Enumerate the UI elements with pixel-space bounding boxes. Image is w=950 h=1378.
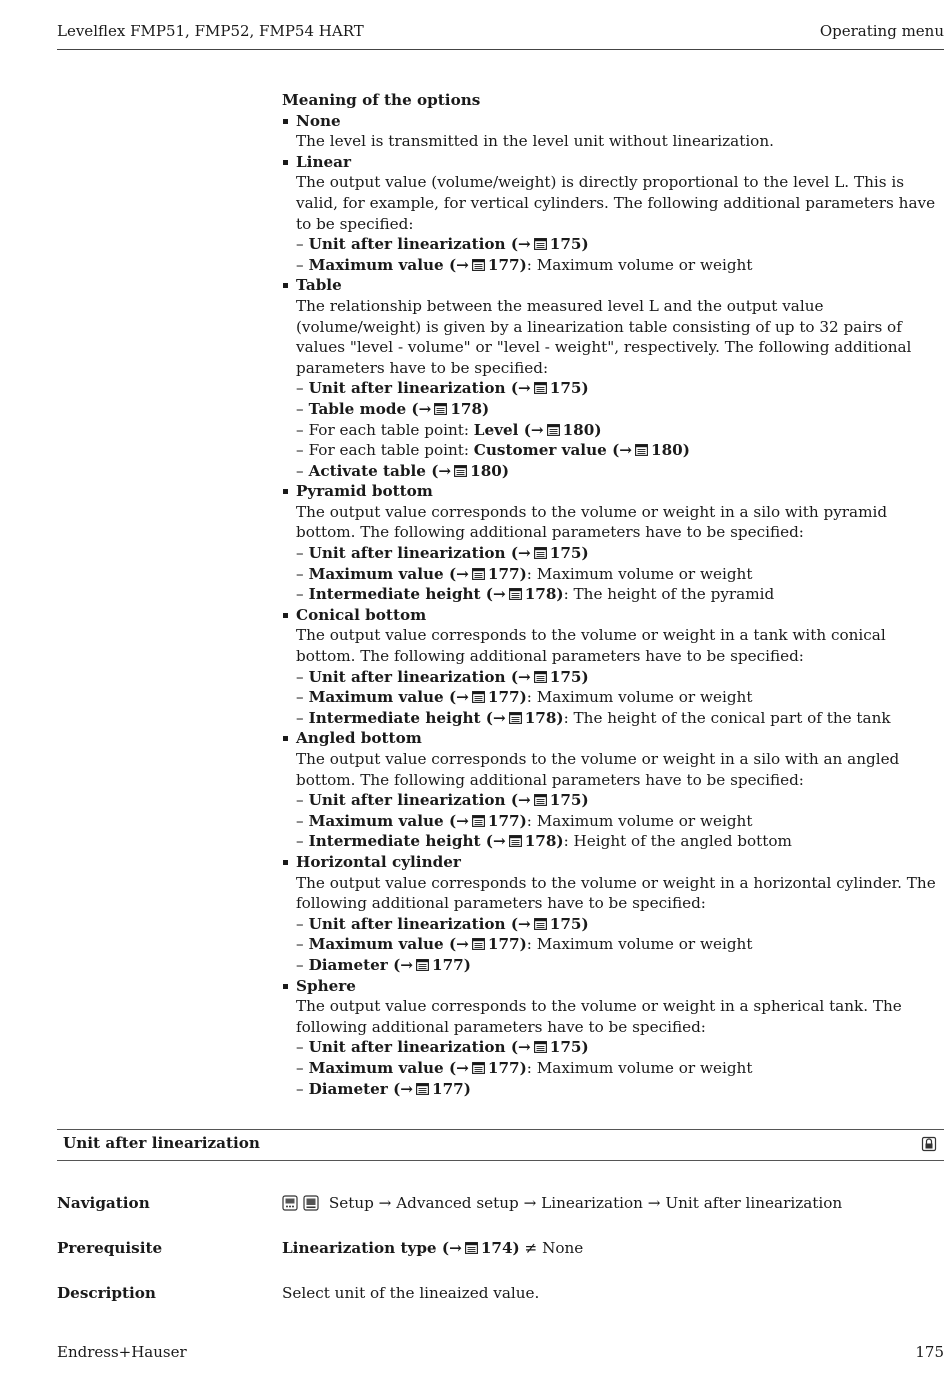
prerequisite-condition: ≠ None bbox=[519, 1239, 584, 1257]
parameter-reference: – Maximum value (→ 177): Maximum volume or weight bbox=[296, 255, 753, 274]
page-reference-icon bbox=[534, 238, 547, 250]
parameter-name: Diameter bbox=[308, 955, 388, 974]
parameter-page: 178 bbox=[524, 585, 557, 604]
option-item bbox=[282, 852, 944, 976]
parameter-page: 175 bbox=[549, 379, 582, 398]
option-description: The output value (volume/weight) is directly proportional to the level L. This is valid, for example, for vertical cylinders. The following additional parameters have to be specified: bbox=[296, 173, 936, 233]
page-reference-icon bbox=[472, 259, 485, 271]
option-description: The output value corresponds to the volume or weight in a horizontal cylinder. The following additional parameters have to be specified: bbox=[296, 873, 936, 913]
option-parameter-list bbox=[296, 234, 944, 275]
parameter-reference: – Activate table (→ 180) bbox=[296, 461, 510, 480]
parameter-note: : Maximum volume or weight bbox=[526, 255, 753, 274]
parameter-page: 178 bbox=[450, 399, 483, 418]
parameter-page: 177 bbox=[487, 255, 520, 274]
option-name: Conical bottom bbox=[296, 605, 427, 624]
parameter-reference: – Unit after linearization (→ 175) bbox=[296, 235, 589, 254]
option-item bbox=[282, 481, 944, 605]
page-reference-icon bbox=[547, 424, 560, 436]
parameter-name: Maximum value bbox=[308, 811, 444, 830]
parameter-name: Intermediate height bbox=[308, 708, 481, 727]
parameter-note: : Maximum volume or weight bbox=[526, 688, 753, 707]
parameter-page: 175 bbox=[549, 914, 582, 933]
parameter-prefix: For each table point: bbox=[308, 420, 474, 439]
option-parameter-list bbox=[296, 914, 944, 976]
page-number: 175 bbox=[915, 1343, 944, 1361]
option-name: Horizontal cylinder bbox=[296, 852, 461, 871]
option-name: Angled bottom bbox=[296, 729, 422, 748]
parameter-note: : The height of the conical part of the tank bbox=[563, 708, 891, 727]
parameter-name: Table mode bbox=[308, 399, 407, 418]
parameter-note: : Maximum volume or weight bbox=[526, 1058, 753, 1077]
page-reference-icon bbox=[454, 465, 467, 477]
parameter-reference: – Unit after linearization (→ 175) bbox=[296, 914, 589, 933]
page-reference-icon bbox=[416, 959, 429, 971]
page-reference-icon bbox=[509, 712, 522, 724]
lock-icon bbox=[921, 1136, 937, 1152]
page-reference-icon bbox=[472, 1062, 485, 1074]
parameter-page: 177 bbox=[487, 564, 520, 583]
option-name: None bbox=[296, 111, 341, 130]
parameter-page: 175 bbox=[549, 667, 582, 686]
option-description: The relationship between the measured level L and the output value (volume/weight) is given by a linearization table consisting of up to 32 pairs of values "level - volume" or "level - weight", respectively. The following additional parameters have to be specified: bbox=[296, 296, 912, 377]
option-description: The output value corresponds to the volume or weight in a tank with conical bottom. The following additional parameters have to be specified: bbox=[296, 626, 886, 666]
parameter-reference: – Unit after linearization (→ 175) bbox=[296, 667, 589, 686]
option-parameter-list bbox=[296, 667, 944, 729]
parameter-name: Unit after linearization bbox=[308, 667, 506, 686]
parameter-name: Unit after linearization bbox=[308, 914, 506, 933]
parameter-page: 180 bbox=[470, 461, 502, 480]
parameter-name: Customer value bbox=[473, 441, 607, 460]
options-list bbox=[282, 111, 944, 1100]
option-item bbox=[282, 111, 944, 152]
parameter-page: 177 bbox=[432, 1079, 464, 1098]
option-parameter-list bbox=[296, 1037, 944, 1099]
parameter-prefix: For each table point: bbox=[308, 441, 474, 460]
page-reference-icon bbox=[472, 938, 485, 950]
parameter-name: Maximum value bbox=[308, 1058, 444, 1077]
header-section: Operating menu bbox=[819, 22, 944, 40]
parameter-page: 180 bbox=[562, 420, 595, 439]
parameter-name: Maximum value bbox=[308, 564, 444, 583]
option-name: Table bbox=[296, 276, 342, 295]
parameter-name: Unit after linearization bbox=[308, 1038, 506, 1057]
parameter-page: 175 bbox=[549, 544, 582, 563]
parameter-reference: – For each table point: Level (→ 180) bbox=[296, 420, 602, 439]
navigation-path: Setup → Advanced setup → Linearization → Unit after linearization bbox=[328, 1194, 843, 1212]
parameter-page: 177 bbox=[487, 811, 520, 830]
page-reference-icon bbox=[472, 815, 485, 827]
option-item bbox=[282, 728, 944, 852]
parameter-name: Maximum value bbox=[308, 255, 444, 274]
navigation-label: Navigation bbox=[57, 1194, 150, 1212]
parameter-note: : Maximum volume or weight bbox=[526, 935, 753, 954]
options-meaning bbox=[282, 90, 944, 1099]
parameter-page: 178 bbox=[524, 708, 557, 727]
parameter-page: 175 bbox=[549, 1038, 582, 1057]
option-description: The output value corresponds to the volume or weight in a spherical tank. The following additional parameters have to be specified: bbox=[296, 997, 902, 1036]
parameter-reference: – Maximum value (→ 177): Maximum volume or weight bbox=[296, 935, 753, 954]
parameter-reference: – Maximum value (→ 177): Maximum volume or weight bbox=[296, 1058, 753, 1077]
page-reference-icon bbox=[472, 691, 485, 703]
parameter-name: Level bbox=[473, 420, 519, 439]
navigation-value bbox=[282, 1194, 842, 1215]
option-name: Pyramid bottom bbox=[296, 482, 433, 501]
option-description: The output value corresponds to the volume or weight in a silo with pyramid bottom. The following additional parameters have to be specified: bbox=[296, 502, 888, 542]
operating-tool-icon bbox=[303, 1195, 319, 1211]
parameter-title: Unit after linearization bbox=[63, 1134, 260, 1152]
page-reference-icon bbox=[416, 1083, 429, 1095]
description-text: Select unit of the lineaized value. bbox=[282, 1284, 540, 1302]
prerequisite-param: Linearization type (→ 174) bbox=[282, 1239, 520, 1257]
parameter-page: 175 bbox=[549, 791, 582, 810]
parameter-note: : The height of the pyramid bbox=[563, 585, 775, 604]
parameter-page: 177 bbox=[487, 1058, 520, 1077]
parameter-reference: – Table mode (→ 178) bbox=[296, 399, 490, 418]
parameter-top-rule bbox=[57, 1129, 944, 1130]
option-item bbox=[282, 152, 944, 276]
parameter-name: Maximum value bbox=[308, 688, 444, 707]
parameter-name: Unit after linearization bbox=[308, 379, 506, 398]
prerequisite-label: Prerequisite bbox=[57, 1239, 163, 1257]
parameter-reference: – Diameter (→ 177) bbox=[296, 955, 471, 974]
page-reference-icon bbox=[534, 1041, 547, 1053]
option-description: The output value corresponds to the volume or weight in a silo with an angled bottom. The following additional parameters have to be specified: bbox=[296, 750, 900, 789]
parameter-page: 178 bbox=[524, 832, 557, 851]
parameter-reference: – Intermediate height (→ 178): Height of the angled bottom bbox=[296, 832, 792, 851]
parameter-name: Diameter bbox=[308, 1079, 388, 1098]
option-name: Sphere bbox=[296, 976, 356, 995]
header-divider bbox=[57, 49, 944, 50]
parameter-reference: – Intermediate height (→ 178): The height of the conical part of the tank bbox=[296, 708, 891, 727]
page-reference-icon bbox=[509, 588, 522, 600]
header-product: Levelflex FMP51, FMP52, FMP54 HART bbox=[57, 22, 364, 40]
parameter-page: 177 bbox=[487, 688, 520, 707]
parameter-name: Intermediate height bbox=[308, 832, 481, 851]
parameter-reference: – Unit after linearization (→ 175) bbox=[296, 379, 589, 398]
option-parameter-list bbox=[296, 790, 944, 852]
page-reference-icon bbox=[534, 382, 547, 394]
parameter-page: 175 bbox=[549, 235, 582, 254]
parameter-reference: – Maximum value (→ 177): Maximum volume or weight bbox=[296, 564, 753, 583]
parameter-name: Unit after linearization bbox=[308, 791, 506, 810]
parameter-bottom-rule bbox=[57, 1160, 944, 1161]
parameter-name: Unit after linearization bbox=[308, 544, 506, 563]
page-reference-icon bbox=[635, 444, 648, 456]
parameter-reference: – Unit after linearization (→ 175) bbox=[296, 544, 589, 563]
option-description: The level is transmitted in the level unit without linearization. bbox=[296, 132, 774, 151]
parameter-page: 177 bbox=[432, 955, 464, 974]
footer-company: Endress+Hauser bbox=[57, 1343, 187, 1361]
option-parameter-list bbox=[296, 543, 944, 605]
parameter-note: : Maximum volume or weight bbox=[526, 811, 753, 830]
parameter-reference: – Diameter (→ 177) bbox=[296, 1079, 471, 1098]
parameter-reference: – Unit after linearization (→ 175) bbox=[296, 1038, 589, 1057]
page-reference-icon bbox=[465, 1242, 478, 1254]
page-reference-icon bbox=[534, 547, 547, 559]
parameter-name: Activate table bbox=[308, 461, 426, 480]
option-item bbox=[282, 605, 944, 729]
parameter-reference: – Maximum value (→ 177): Maximum volume or weight bbox=[296, 688, 753, 707]
parameter-name: Maximum value bbox=[308, 935, 444, 954]
parameter-page: 177 bbox=[487, 935, 520, 954]
options-heading: Meaning of the options bbox=[282, 91, 481, 109]
parameter-reference: – Maximum value (→ 177): Maximum volume or weight bbox=[296, 811, 753, 830]
page-reference-icon bbox=[534, 671, 547, 683]
description-label: Description bbox=[57, 1284, 156, 1302]
option-parameter-list bbox=[296, 378, 944, 481]
parameter-name: Unit after linearization bbox=[308, 235, 506, 254]
prerequisite-value bbox=[282, 1239, 583, 1257]
page-reference-icon bbox=[434, 403, 447, 415]
display-icon bbox=[282, 1195, 298, 1211]
parameter-note: : Maximum volume or weight bbox=[526, 564, 753, 583]
page-reference-icon bbox=[509, 835, 522, 847]
parameter-note: : Height of the angled bottom bbox=[563, 832, 792, 851]
parameter-reference: – For each table point: Customer value (→ 180) bbox=[296, 441, 690, 460]
parameter-reference: – Unit after linearization (→ 175) bbox=[296, 791, 589, 810]
page-reference-icon bbox=[534, 794, 547, 806]
option-name: Linear bbox=[296, 152, 351, 171]
page-reference-icon bbox=[472, 568, 485, 580]
parameter-page: 180 bbox=[651, 441, 683, 460]
page-reference-icon bbox=[534, 918, 547, 930]
option-item bbox=[282, 275, 944, 481]
parameter-reference: – Intermediate height (→ 178): The height of the pyramid bbox=[296, 585, 775, 604]
option-item bbox=[282, 976, 944, 1100]
parameter-name: Intermediate height bbox=[308, 585, 481, 604]
